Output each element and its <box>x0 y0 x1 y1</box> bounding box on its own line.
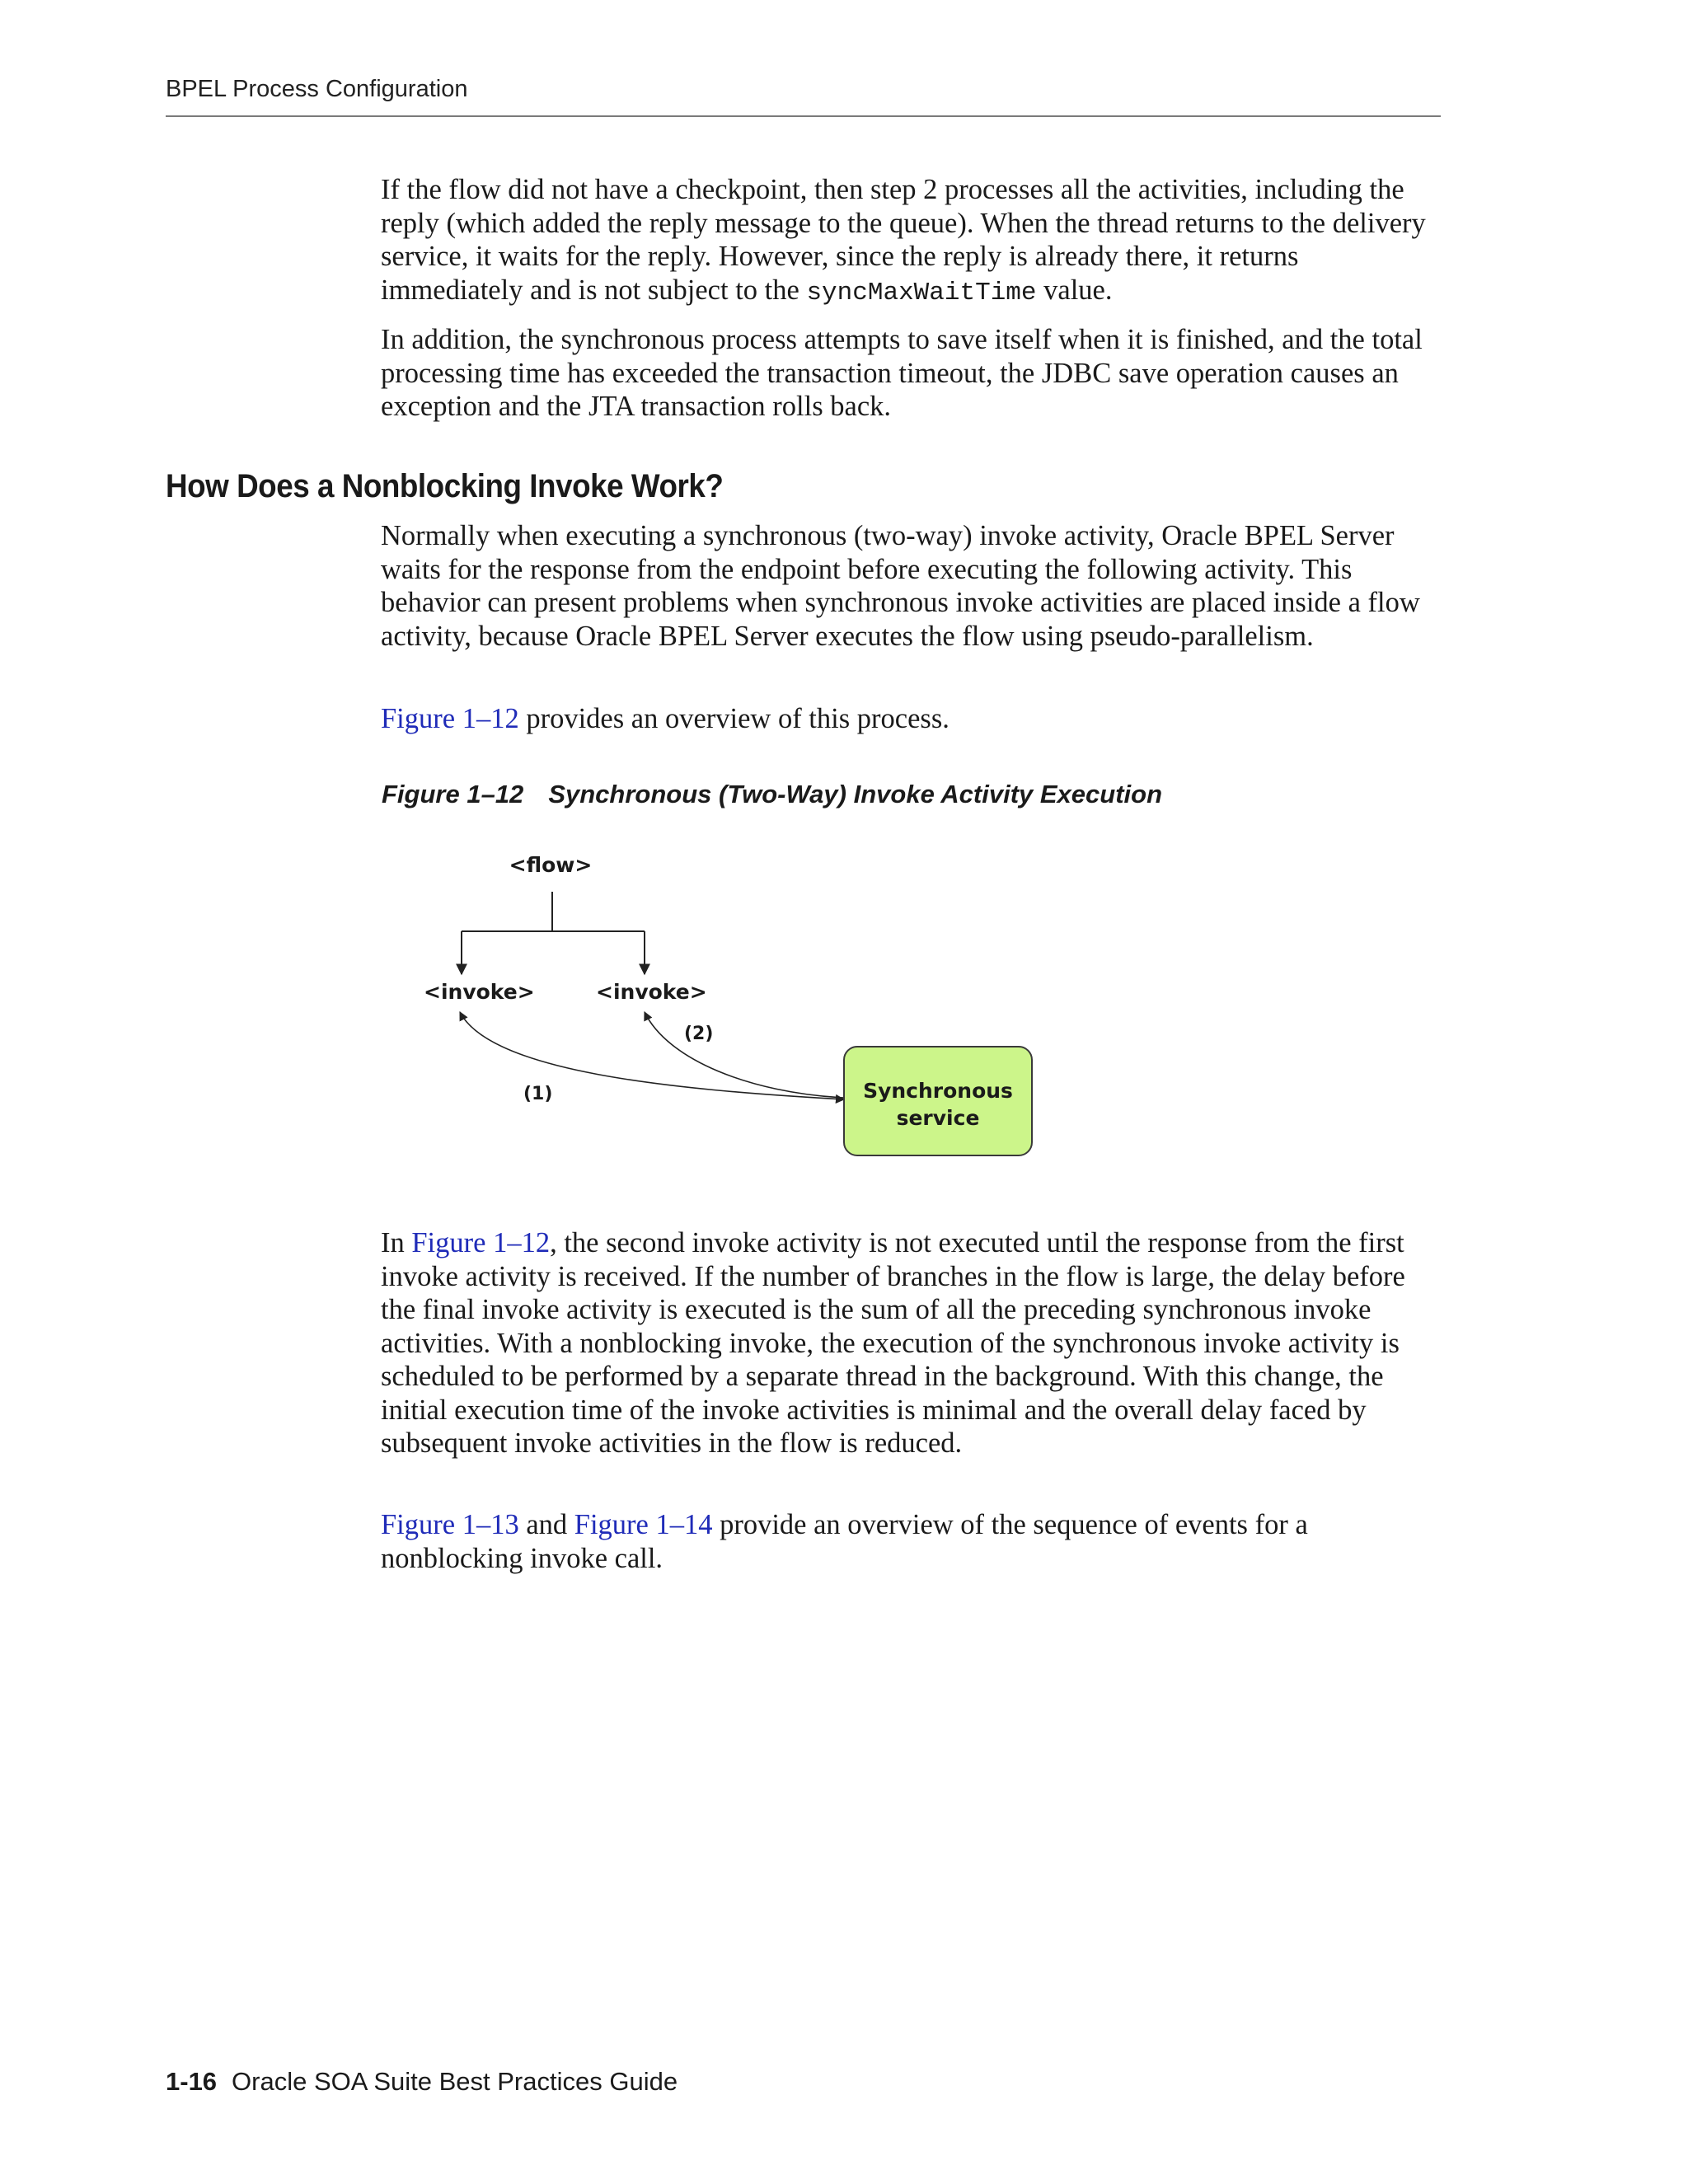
book-title: Oracle SOA Suite Best Practices Guide <box>232 2067 678 2096</box>
paragraph-text: If the flow did not have a checkpoint, then step 2 processes all the activities, including the reply (which added the reply message to the queue). When the thread returns to the delivery service, it waits for the reply. However, since the reply is already there, it returns immediately and is not subject to the <box>381 174 1426 306</box>
figure-link[interactable]: Figure 1–12 <box>411 1227 551 1258</box>
section-heading: How Does a Nonblocking Invoke Work? <box>166 468 724 504</box>
paragraph-text: and <box>518 1509 574 1540</box>
page-number: 1-16 <box>166 2067 218 2096</box>
inline-code: syncMaxWaitTime <box>806 278 1037 307</box>
paragraph-text: value. <box>1036 274 1113 306</box>
figure-number: Figure 1–12 <box>382 780 524 808</box>
paragraph-sequence-overview <box>381 1508 1444 1575</box>
paragraph-synchronous-invoke <box>381 519 1444 653</box>
paragraph-text: In <box>381 1227 412 1258</box>
paragraph-transaction-timeout <box>381 323 1444 424</box>
figure-title: Synchronous (Two-Way) Invoke Activity Execution <box>548 780 1163 808</box>
figure-caption <box>382 780 1162 809</box>
running-header: BPEL Process Configuration <box>166 76 468 102</box>
call-2-arrow <box>645 1012 844 1098</box>
service-label-line1: Synchronous <box>863 1079 1013 1103</box>
figure-link[interactable]: Figure 1–13 <box>381 1509 519 1540</box>
paragraph-figure-overview <box>381 702 1444 736</box>
paragraph-text: provides an overview of this process. <box>518 703 950 734</box>
paragraph-nonblocking-explanation <box>381 1226 1444 1460</box>
paragraph-text: In addition, the synchronous process attempts to save itself when it is finished, and the total processing time has exceeded the transaction timeout, the JDBC save operation causes an exception and the JTA transaction rolls back. <box>381 324 1423 422</box>
figure-link[interactable]: Figure 1–12 <box>381 703 519 734</box>
paragraph-checkpoint <box>381 173 1444 310</box>
invoke-flow-diagram <box>396 832 1055 1179</box>
invoke-left-label: <invoke> <box>424 980 535 1004</box>
header-rule <box>166 115 1441 117</box>
paragraph-text: provide an overview of the sequence of events for a nonblocking invoke call. <box>381 1509 1308 1574</box>
flow-label: <flow> <box>509 853 593 877</box>
service-label-line2: service <box>896 1106 980 1130</box>
call-1-label: (1) <box>523 1084 553 1104</box>
call-2-label: (2) <box>684 1024 714 1044</box>
invoke-right-label: <invoke> <box>596 980 707 1004</box>
paragraph-text: , the second invoke activity is not executed until the response from the first invoke activity is received. If the number of branches in the flow is large, the delay before the final invoke activity is executed is the sum of all the preceding synchronous invoke activities. With a nonblocking invoke, the execution of the synchronous invoke activity is scheduled to be performed by a separate thread in the background. With this change, the initial execution time of the invoke activities is minimal and the overall delay faced by subsequent invoke activities in the flow is reduced. <box>381 1227 1405 1459</box>
figure-link[interactable]: Figure 1–14 <box>574 1509 713 1540</box>
paragraph-text: Normally when executing a synchronous (two-way) invoke activity, Oracle BPEL Server waits for the response from the endpoint before executing the following activity. This behavior can present problems when synchronous invoke activities are placed inside a flow activity, because Oracle BPEL Server executes the flow using pseudo-parallelism. <box>381 520 1420 652</box>
page-footer <box>166 2067 678 2097</box>
